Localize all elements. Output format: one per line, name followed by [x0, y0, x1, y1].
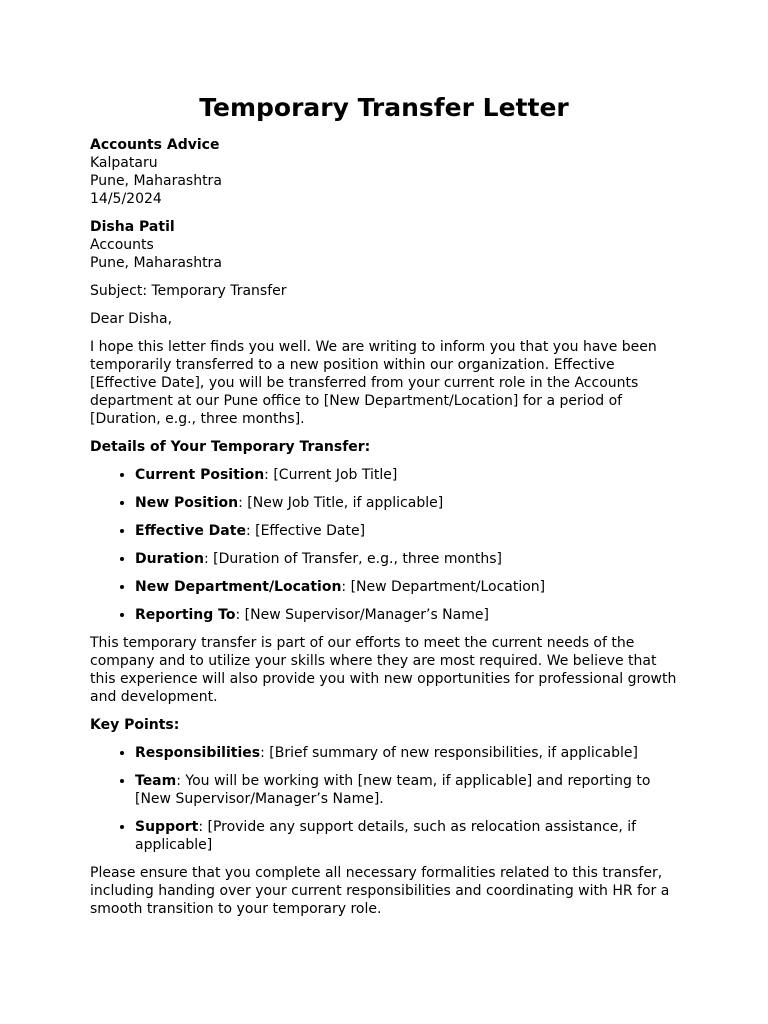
- detail-label: New Department/Location: [135, 579, 342, 595]
- detail-label: Duration: [135, 551, 205, 567]
- detail-value: : [New Job Title, if applicable]: [238, 495, 444, 511]
- key-points-heading: Key Points:: [90, 717, 180, 733]
- list-item: [135, 744, 678, 762]
- purpose-paragraph: This temporary transfer is part of our efforts to meet the current needs of the company and to utilize your skills where they are most required. We believe that this experience will also provide you with new opportunities for professional growth and development.: [90, 635, 677, 705]
- closing-paragraph: Please ensure that you complete all necessary formalities related to this transfer, including handing over your current responsibilities and coordinating with HR for a smooth transition to your temporary role.: [90, 865, 670, 917]
- list-item: [135, 550, 678, 568]
- subject-line: Subject: Temporary Transfer: [90, 283, 287, 299]
- recipient-location: Pune, Maharashtra: [90, 255, 222, 271]
- letter-title: Temporary Transfer Letter: [199, 93, 569, 122]
- sender-address-line2: Pune, Maharashtra: [90, 173, 222, 189]
- list-item: [135, 466, 678, 484]
- list-item: [135, 522, 678, 540]
- detail-value: : [Current Job Title]: [264, 467, 398, 483]
- detail-label: Current Position: [135, 467, 265, 483]
- details-list: [90, 466, 678, 624]
- salutation: Dear Disha,: [90, 311, 173, 327]
- detail-label: Reporting To: [135, 607, 236, 623]
- intro-paragraph: I hope this letter finds you well. We are writing to inform you that you have been temporarily transferred to a new position within our organization. Effective [Effective Date], you will be transferred from your current role in the Accounts department at our Pune office to [New Department/Location] for a period of [Duration, e.g., three months].: [90, 339, 657, 427]
- detail-value: : [New Department/Location]: [341, 579, 546, 595]
- list-item: [135, 494, 678, 512]
- key-points-list: [90, 744, 678, 854]
- recipient-block: [90, 218, 678, 272]
- sender-block: [90, 136, 678, 208]
- list-item: [135, 578, 678, 596]
- detail-value: : [New Supervisor/Manager’s Name]: [235, 607, 489, 623]
- detail-label: Effective Date: [135, 523, 246, 539]
- key-point-value: : You will be working with [new team, if applicable] and reporting to [New Supervisor/Manager’s Name].: [135, 773, 651, 807]
- sender-address-line1: Kalpataru: [90, 155, 158, 171]
- list-item: [135, 606, 678, 624]
- list-item: [135, 818, 678, 854]
- key-point-label: Support: [135, 819, 199, 835]
- list-item: [135, 772, 678, 808]
- detail-value: : [Effective Date]: [245, 523, 366, 539]
- detail-value: : [Duration of Transfer, e.g., three months]: [204, 551, 503, 567]
- key-point-label: Team: [135, 773, 177, 789]
- key-point-value: : [Provide any support details, such as relocation assistance, if applicable]: [135, 819, 637, 853]
- details-heading: Details of Your Temporary Transfer:: [90, 439, 371, 455]
- key-point-value: : [Brief summary of new responsibilities, if applicable]: [260, 745, 638, 761]
- key-point-label: Responsibilities: [135, 745, 261, 761]
- letter-date: 14/5/2024: [90, 191, 162, 207]
- recipient-department: Accounts: [90, 237, 154, 253]
- sender-name: Accounts Advice: [90, 137, 220, 153]
- detail-label: New Position: [135, 495, 239, 511]
- recipient-name: Disha Patil: [90, 219, 175, 235]
